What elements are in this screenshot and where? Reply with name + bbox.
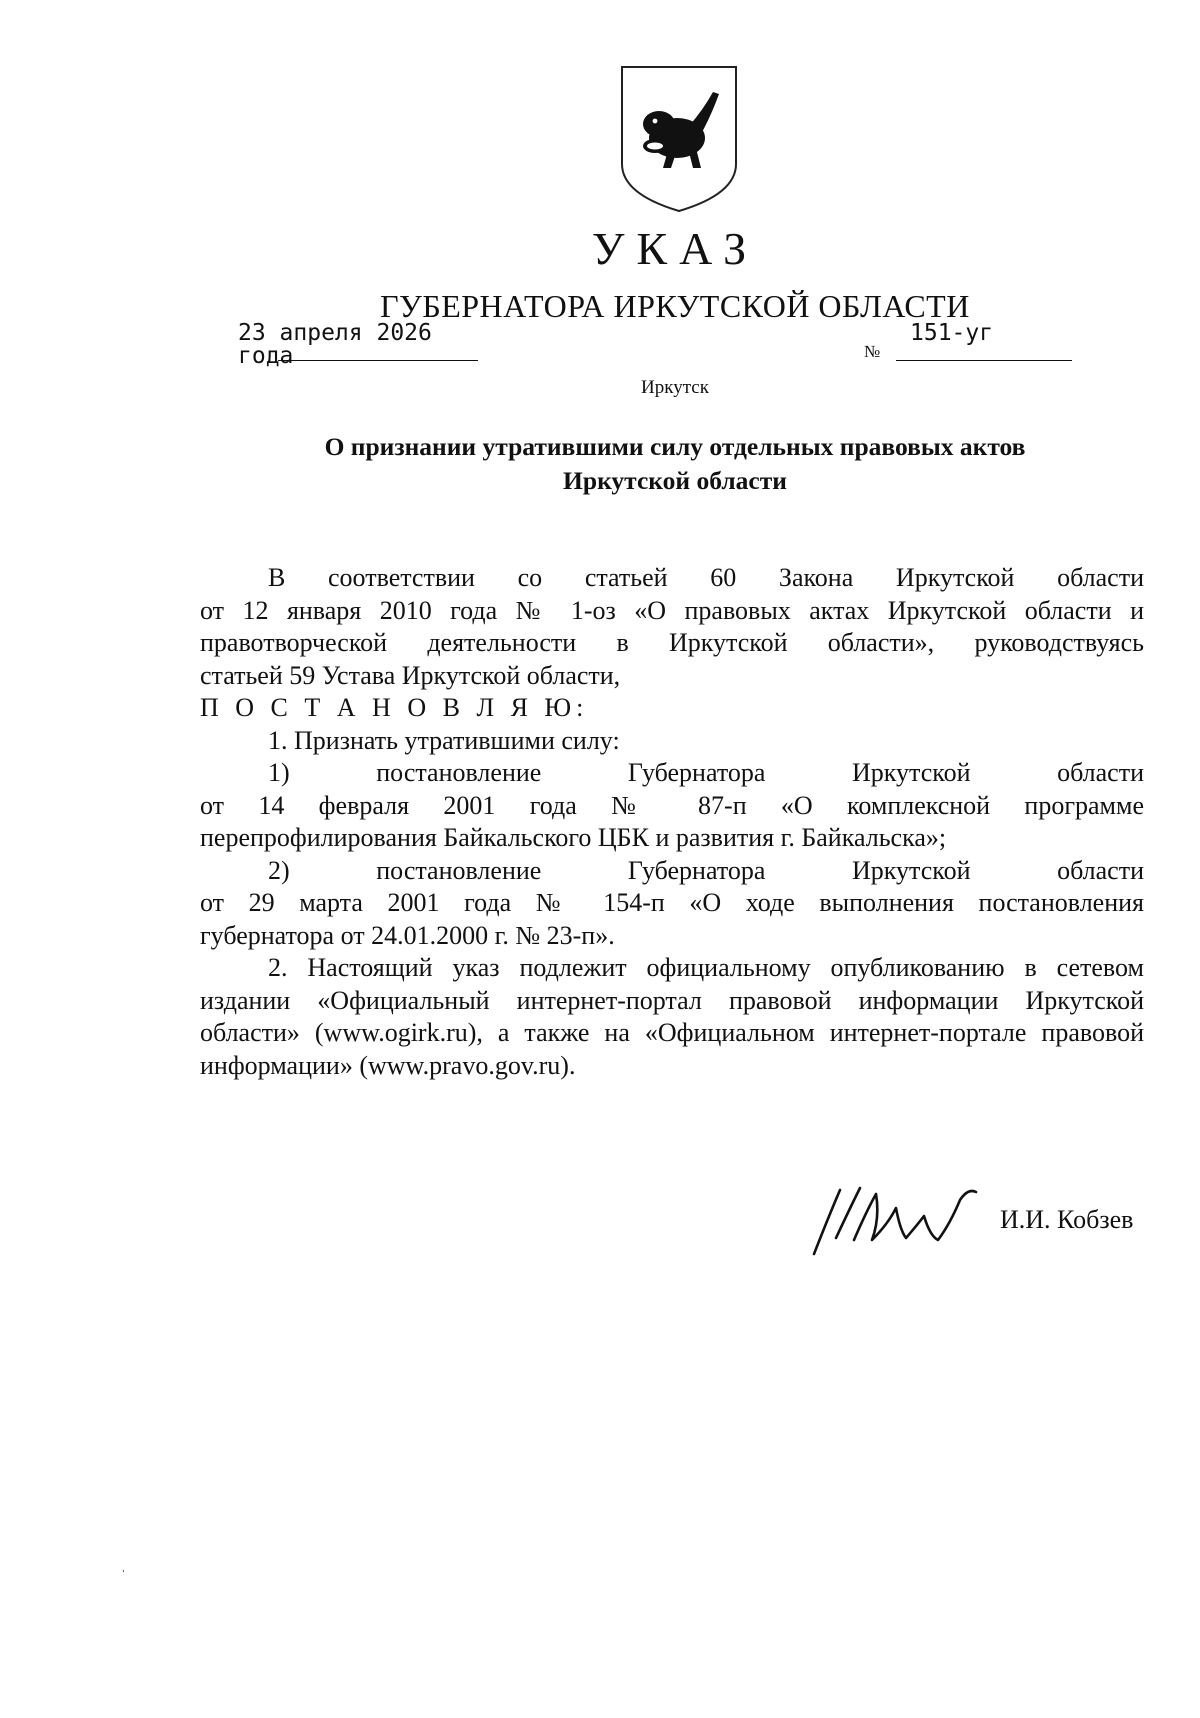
document-body — [200, 562, 1144, 1082]
title-line: Иркутской области — [563, 466, 787, 495]
issuer-heading: ГУБЕРНАТОРА ИРКУТСКОЙ ОБЛАСТИ — [380, 288, 970, 324]
city: Иркутск — [641, 377, 709, 398]
date-underline — [278, 360, 478, 361]
preamble-line: статьей 59 Устава Иркутской области, — [200, 660, 621, 690]
number-underline — [896, 360, 1072, 361]
subitem-2-line: 2) постановление Губернатора Иркутской области — [268, 855, 1144, 885]
subitem-2-line: губернатора от 24.01.2000 г. № 23-п». — [200, 920, 615, 950]
decree-number: 151-уг — [910, 320, 994, 346]
document-title — [200, 430, 1150, 498]
item-2-line: области» (www.ogirk.ru), а также на «Официальном интернет-портале правовой — [200, 1018, 1144, 1047]
item-2-line: 2. Настоящий указ подлежит официальному опубликованию в сетевом — [268, 953, 1144, 982]
number-sign: № — [864, 342, 881, 361]
item-1-intro: 1. Признать утратившими силу: — [268, 725, 620, 755]
document-type: УКАЗ — [591, 223, 759, 274]
signer-name: И.И. Кобзев — [1000, 1205, 1134, 1234]
item-2-line: информации» (www.pravo.gov.ru). — [200, 1050, 576, 1080]
subitem-2-line: от 29 марта 2001 года № 154-п «О ходе выполнения постановления — [200, 888, 1144, 917]
coat-of-arms-icon — [619, 64, 739, 214]
preamble-line: В соответствии со статьей 60 Закона Иркутской области — [268, 563, 1144, 592]
subitem-1-line: от 14 февраля 2001 года № 87-п «О комплексной программе — [200, 790, 1144, 820]
scan-speck: ˌ — [121, 1558, 126, 1573]
subitem-1-line: перепрофилирования Байкальского ЦБК и развития г. Байкальска»; — [200, 823, 947, 852]
preamble-line: от 12 января 2010 года № 1-оз «О правовых актах Иркутской области и — [200, 595, 1144, 625]
decree-date: 23 апреля 2026 года — [238, 320, 432, 369]
decree-word: П О С Т А Н О В Л Я Ю: — [200, 693, 589, 722]
signature-icon — [810, 1178, 980, 1258]
preamble-line: правотворческой деятельности в Иркутской области», руководствуясь — [200, 628, 1144, 657]
subitem-1-line: 1) постановление Губернатора Иркутской области — [268, 758, 1144, 787]
title-line: О признании утратившими силу отдельных правовых актов — [324, 432, 1026, 461]
item-2-line: издании «Официальный интернет-портал правовой информации Иркутской — [200, 985, 1144, 1015]
